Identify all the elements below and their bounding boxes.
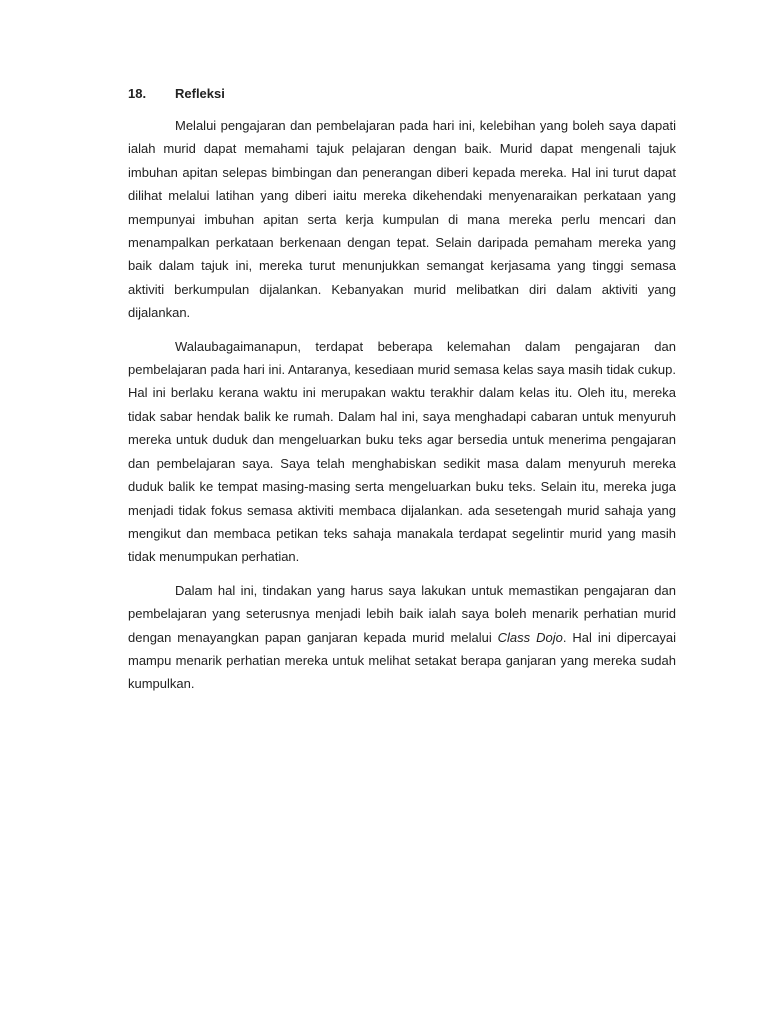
section-number: 18.	[128, 86, 147, 101]
paragraph-weaknesses: Walaubagaimanapun, terdapat beberapa kelemahan dalam pengajaran dan pembelajaran pada hari ini. Antaranya, kesediaan murid semasa kelas saya masih tidak cukup. Hal ini berlaku kerana waktu ini merupakan waktu terakhir dalam kelas itu. Oleh itu, mereka tidak sabar hendak balik ke rumah. Dalam hal ini, saya menghadapi cabaran untuk menyuruh mereka untuk duduk dan mengeluarkan buku teks agar bersedia untuk menerima pengajaran dan pembelajaran saya. Saya telah menghabiskan sedikit masa dalam menyuruh mereka duduk balik ke tempat masing-masing serta mengeluarkan buku teks. Selain itu, mereka juga menjadi tidak fokus semasa aktiviti membaca dijalankan. ada sesetengah murid sahaja yang mengikut dan membaca petikan teks sahaja manakala terdapat segelintir murid yang masih tidak menumpukan perhatian.	[128, 338, 676, 565]
paragraph-strengths: Melalui pengajaran dan pembelajaran pada hari ini, kelebihan yang boleh saya dapati ialah murid dapat memahami tajuk pelajaran dengan baik. Murid dapat mengenali tajuk imbuhan apitan selepas bimbingan dan penerangan diberi kepada mereka. Hal ini turut dapat dilihat melalui latihan yang diberi iaitu mereka dikehendaki menyenaraikan perkataan yang mempunyai imbuhan apitan serta kerja kumpulan di mana mereka perlu mencari dan menampalkan perkataan berkenaan dengan tepat. Selain daripada pemaham mereka yang baik dalam tajuk ini, mereka turut menunjukkan semangat kerjasama yang tinggi semasa aktiviti berkumpulan dijalankan. Kebanyakan murid melibatkan diri dalam aktiviti yang dijalankan.	[128, 118, 676, 321]
class-dojo-emphasis: Class Dojo	[497, 629, 563, 645]
paragraph-action-text-after: . Hal ini dipercayai mampu menarik perhatian mereka untuk melihat setakat berapa ganjaran yang mereka sudah kumpulkan.	[128, 629, 677, 692]
document-page	[128, 84, 676, 706]
section-heading	[128, 84, 676, 104]
section-title: Refleksi	[175, 86, 225, 101]
paragraph-action-text-before: Dalam hal ini, tindakan yang harus saya lakukan untuk memastikan pengajaran dan pembelajaran yang seterusnya menjadi lebih baik ialah saya boleh menarik perhatian murid dengan menayangkan papan ganjaran kepada murid melalui	[128, 582, 676, 645]
paragraph-action	[128, 579, 676, 696]
